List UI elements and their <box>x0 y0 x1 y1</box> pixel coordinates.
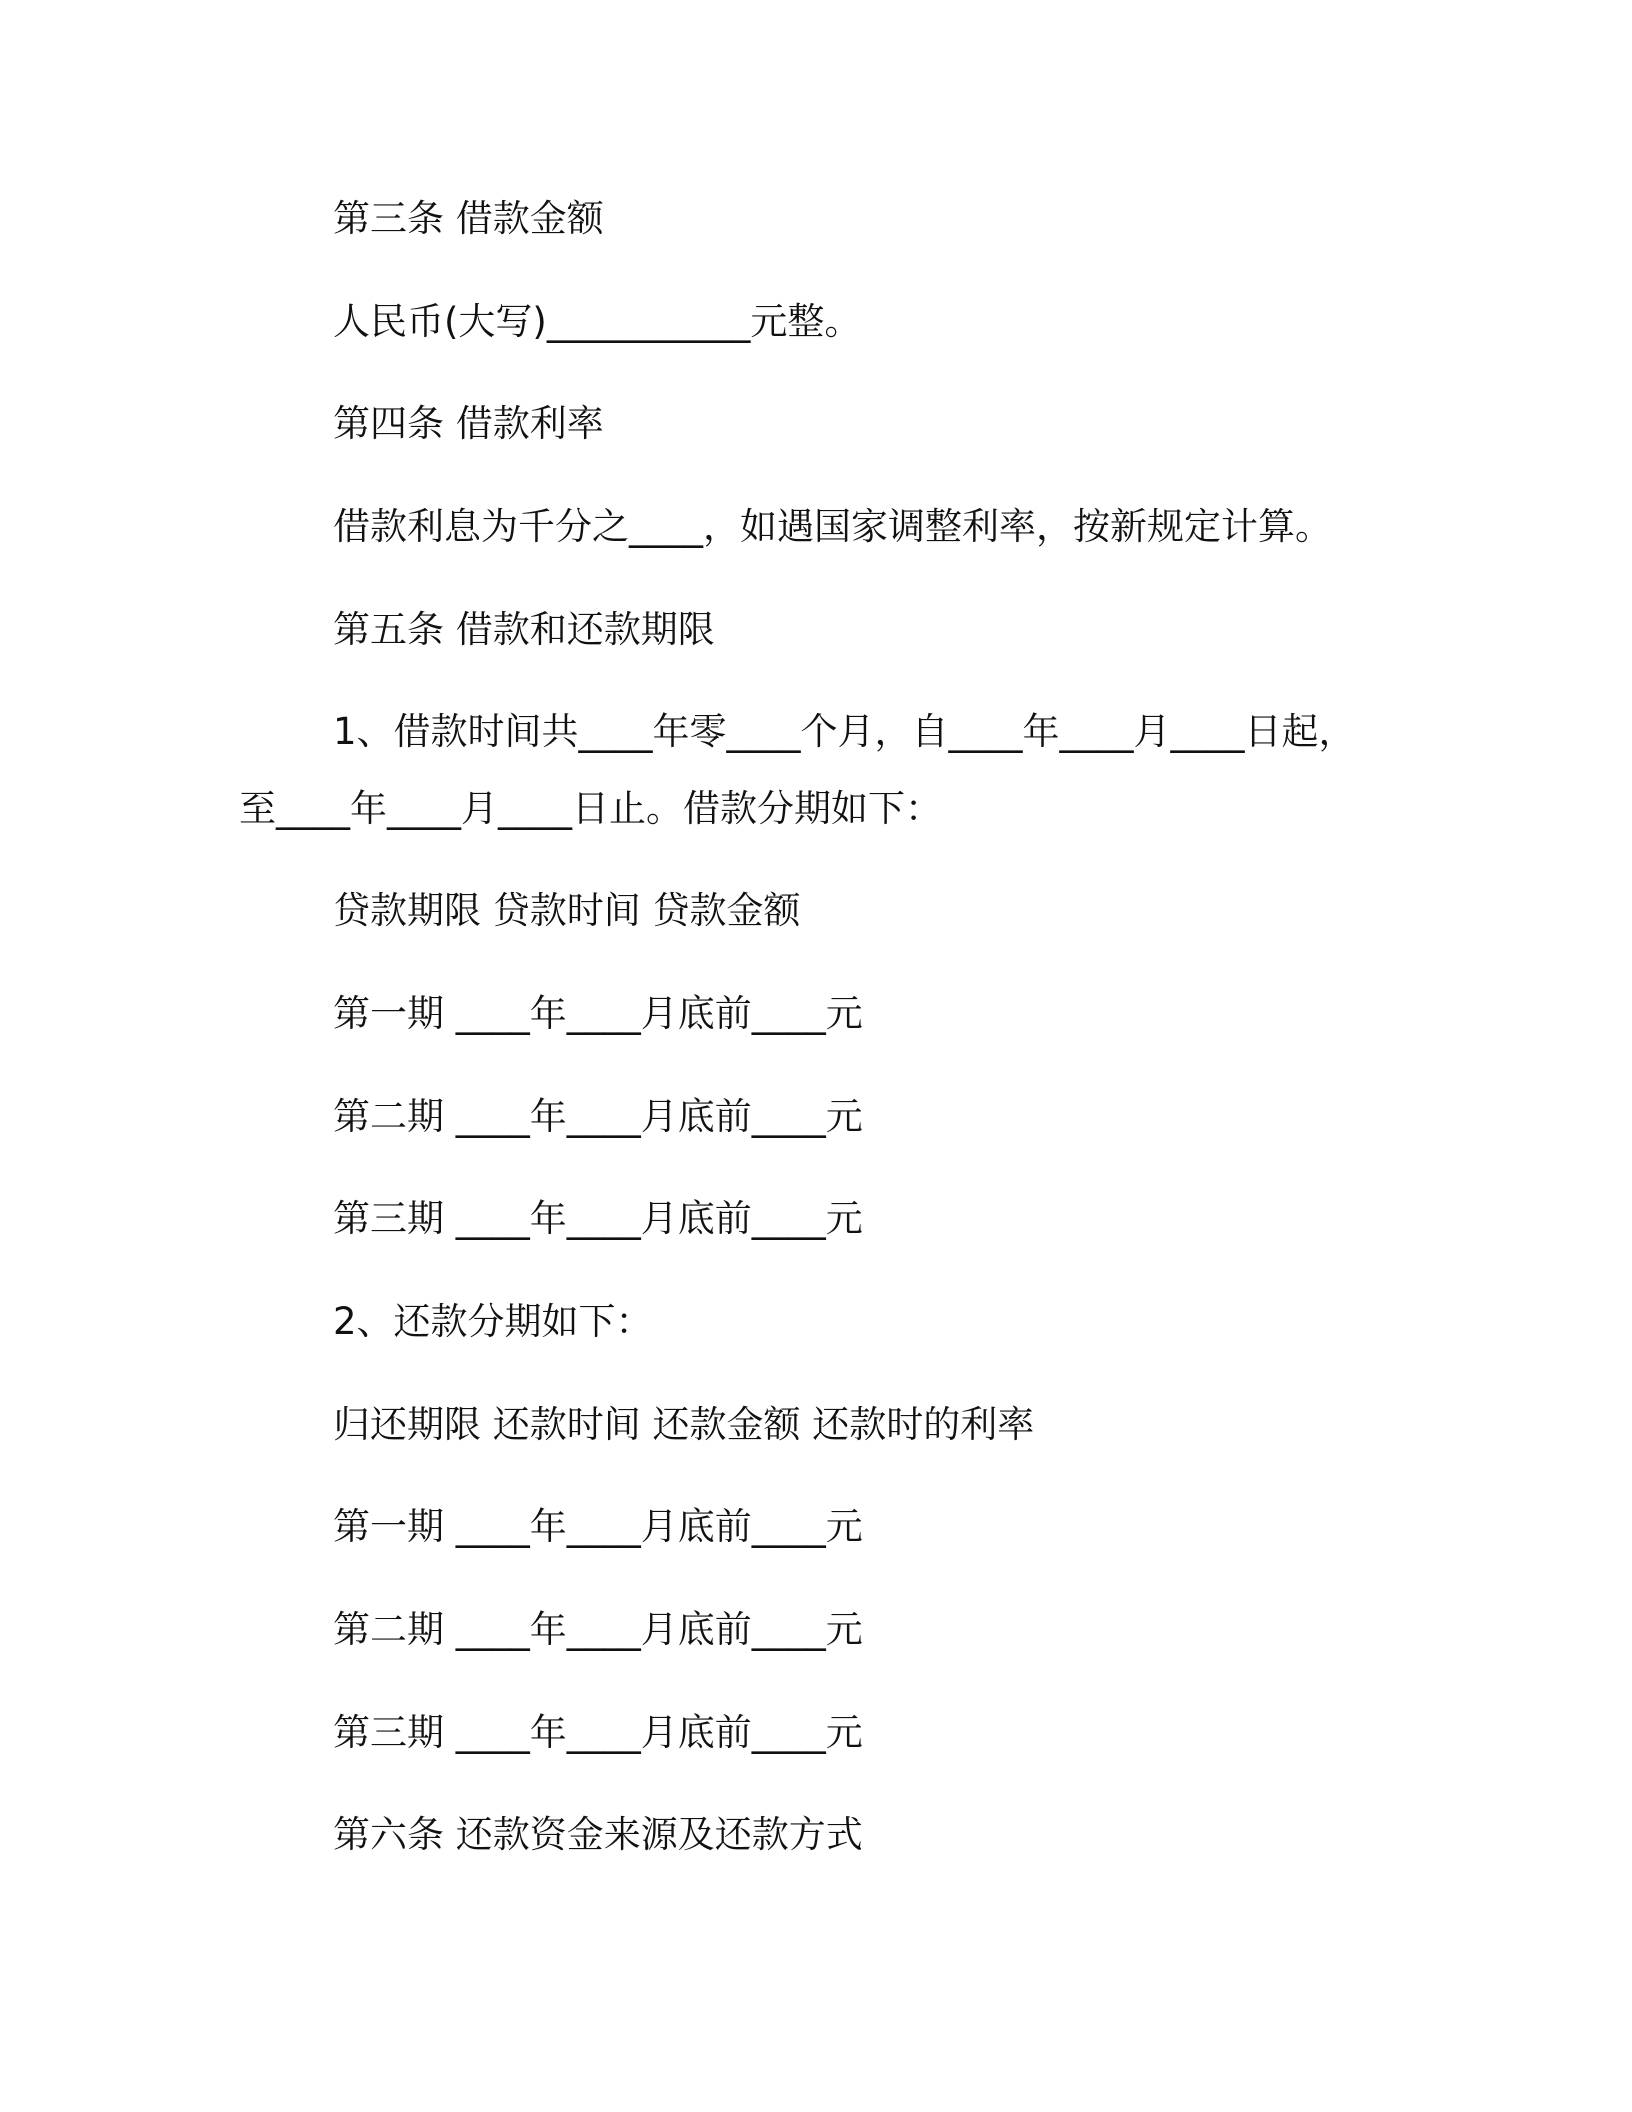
repayment-schedule-intro: 2、还款分期如下： <box>333 1300 653 1343</box>
loan-amount-line: 人民币(大写)___________元整。 <box>333 300 862 343</box>
repayment-installment-row: 第三期 ____年____月底前____元 <box>333 1711 863 1754</box>
loan-installment-row: 第一期 ____年____月底前____元 <box>333 992 863 1035</box>
article-3-heading: 第三条 借款金额 <box>333 197 604 240</box>
interest-rate-line: 借款利息为千分之____，如遇国家调整利率，按新规定计算。 <box>333 505 1332 548</box>
article-4-heading: 第四条 借款利率 <box>333 402 604 445</box>
loan-installment-row: 第二期 ____年____月底前____元 <box>333 1095 863 1138</box>
loan-installment-header: 贷款期限 贷款时间 贷款金额 <box>333 889 801 932</box>
repayment-installment-header: 归还期限 还款时间 还款金额 还款时的利率 <box>333 1403 1035 1446</box>
article-6-heading: 第六条 还款资金来源及还款方式 <box>333 1813 863 1856</box>
repayment-installment-row: 第二期 ____年____月底前____元 <box>333 1608 863 1651</box>
loan-term-line-1: 1、借款时间共____年零____个月，自____年____月____日起， <box>333 710 1356 753</box>
repayment-installment-row: 第一期 ____年____月底前____元 <box>333 1505 863 1548</box>
loan-installment-row: 第三期 ____年____月底前____元 <box>333 1197 863 1240</box>
article-5-heading: 第五条 借款和还款期限 <box>333 608 715 651</box>
loan-term-line-2: 至____年____月____日止。借款分期如下： <box>239 787 942 830</box>
